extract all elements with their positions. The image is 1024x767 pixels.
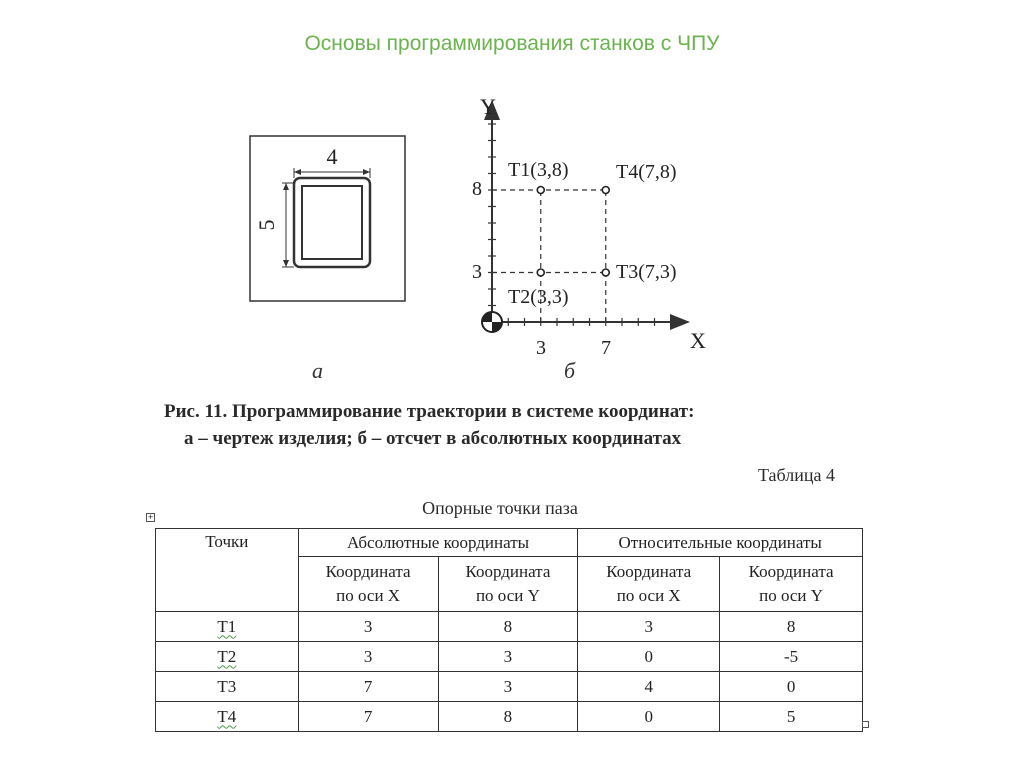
cell-rel-x: 0 — [578, 702, 720, 732]
cell-abs-x: 3 — [298, 612, 438, 642]
subheader-rel-x: Координата по оси X — [578, 557, 720, 612]
table-row — [156, 612, 863, 642]
point-name: T3 — [217, 676, 237, 696]
origin-marker — [482, 312, 502, 332]
cell-abs-x: 7 — [298, 702, 438, 732]
table-row — [156, 702, 863, 732]
cell-rel-x: 3 — [578, 612, 720, 642]
cell-rel-x: 4 — [578, 672, 720, 702]
point-name: T2 — [217, 646, 237, 666]
coordinate-plot — [460, 92, 720, 362]
point-marker-t2 — [537, 269, 544, 276]
caption-line-2: а – чертеж изделия; б – отсчет в абсолютных координатах — [184, 428, 682, 449]
point-name: T1 — [217, 616, 237, 636]
figure-b-label: б — [564, 358, 576, 383]
dimension-height-label: 5 — [254, 219, 279, 231]
point-marker-t4 — [602, 187, 609, 194]
reference-points-table — [155, 528, 863, 732]
point-marker-t3 — [602, 269, 609, 276]
point-label-t3: T3(7,3) — [616, 261, 677, 283]
header-absolute: Абсолютные координаты — [298, 529, 578, 557]
table-title: Опорные точки паза — [422, 498, 578, 518]
cell-rel-y: 8 — [720, 612, 863, 642]
subheader-abs-x: Координата по оси X — [298, 557, 438, 612]
cell-rel-y: -5 — [720, 642, 863, 672]
point-name: T4 — [217, 706, 237, 726]
table-number: Таблица 4 — [758, 465, 835, 485]
subheader-abs-y: Координата по оси Y — [438, 557, 578, 612]
cell-rel-y: 5 — [720, 702, 863, 732]
header-relative: Относительные координаты — [578, 529, 863, 557]
table-header-row — [156, 529, 863, 557]
axis-y-label: Y — [480, 94, 496, 119]
cell-abs-y: 8 — [438, 702, 578, 732]
cell-abs-y: 3 — [438, 642, 578, 672]
cell-rel-x: 0 — [578, 642, 720, 672]
table-move-handle-icon[interactable]: + — [147, 513, 154, 521]
table-row — [156, 672, 863, 702]
point-marker-t1 — [537, 187, 544, 194]
tick-x-3: 3 — [536, 337, 546, 359]
slot-inner — [302, 186, 362, 259]
tick-y-8: 8 — [472, 178, 482, 200]
subheader-rel-y: Координата по оси Y — [720, 557, 863, 612]
cell-abs-y: 3 — [438, 672, 578, 702]
table-row — [156, 642, 863, 672]
header-points: Точки — [156, 529, 299, 612]
point-label-t4: T4(7,8) — [616, 161, 677, 183]
dimension-width-label: 4 — [326, 144, 338, 169]
cell-abs-y: 8 — [438, 612, 578, 642]
tick-y-3: 3 — [472, 261, 482, 283]
caption-line-1: Рис. 11. Программирование траектории в системе координат: — [164, 401, 695, 422]
point-label-t1: T1(3,8) — [508, 159, 569, 181]
slot-outer — [294, 178, 370, 267]
figure-caption — [164, 398, 864, 452]
cell-abs-x: 7 — [298, 672, 438, 702]
part-drawing — [238, 128, 418, 313]
slide-title: Основы программирования станков с ЧПУ — [304, 32, 720, 55]
point-label-t2: T2(3,3) — [508, 286, 569, 308]
cell-rel-y: 0 — [720, 672, 863, 702]
tick-x-7: 7 — [601, 337, 611, 359]
table-resize-handle[interactable] — [862, 721, 869, 728]
figure-a-label: а — [312, 358, 323, 383]
cell-abs-x: 3 — [298, 642, 438, 672]
axis-x-label: X — [690, 328, 706, 353]
